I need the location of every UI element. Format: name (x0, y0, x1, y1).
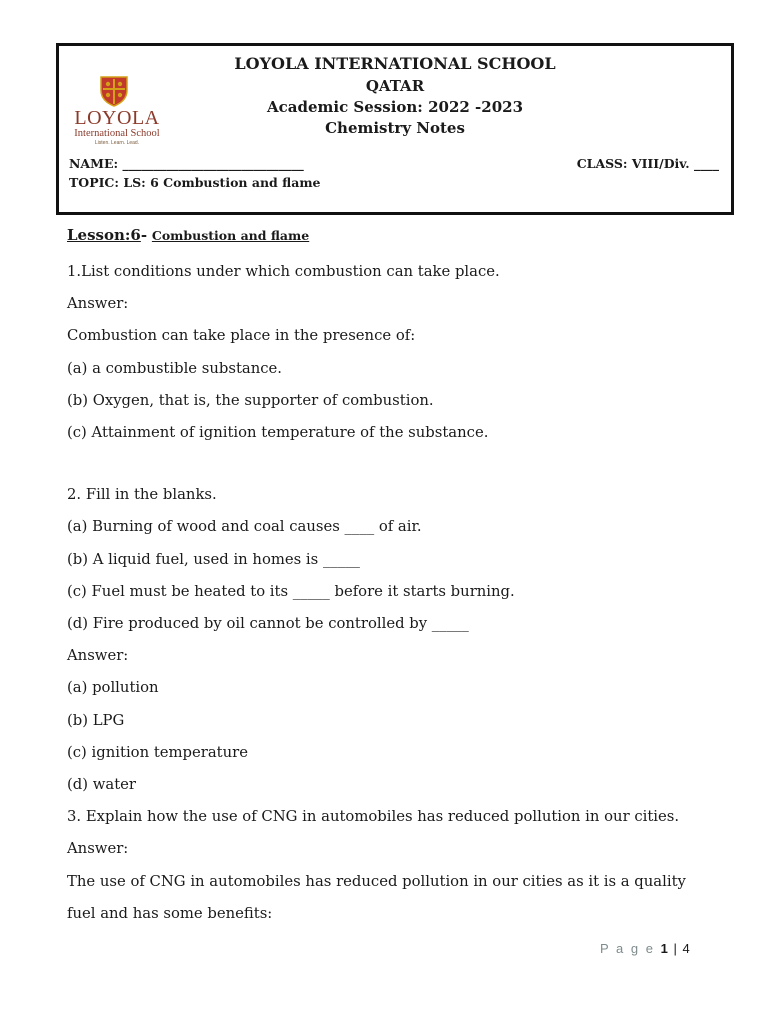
blank-answer: (b) LPG (67, 711, 125, 729)
page-separator: | (673, 941, 677, 956)
answer-1-line: (a) a combustible substance. (67, 359, 282, 377)
blank-item: (c) Fuel must be heated to its _____ before it starts burning. (67, 582, 515, 600)
answer-1-line: (b) Oxygen, that is, the supporter of combustion. (67, 391, 434, 409)
logo-name: LOYOLA (74, 107, 160, 129)
page-word: P a g e (600, 941, 655, 956)
blank-item: (a) Burning of wood and coal causes ____ of air. (67, 518, 422, 536)
logo-tagline: Listen. Learn. Lead. (94, 140, 140, 146)
answer-1-line: Combustion can take place in the presence of: (67, 327, 416, 345)
school-name: LOYOLA INTERNATIONAL SCHOOL (234, 54, 556, 73)
header-box (56, 43, 734, 215)
lesson-topic: Combustion and flame (151, 228, 310, 243)
answer-3-line: fuel and has some benefits: (67, 904, 273, 922)
school-country (59, 76, 731, 96)
question-3: 3. Explain how the use of CNG in automobiles has reduced pollution in our cities. (67, 808, 680, 826)
name-field: NAME: _____________________________ (69, 156, 304, 171)
notes-content (67, 224, 707, 930)
answer-1-line: (c) Attainment of ignition temperature of the substance. (67, 424, 489, 442)
answer-label-2: Answer: (67, 647, 129, 665)
blank-item: (d) Fire produced by oil cannot be controlled by _____ (67, 615, 469, 633)
academic-session: Academic Session: 2022 -2023 (266, 98, 524, 116)
topic-field: TOPIC: LS: 6 Combustion and flame (69, 175, 321, 190)
logo-subtitle: International School (74, 128, 160, 139)
blank-answer: (a) pollution (67, 679, 159, 697)
country-text: QATAR (365, 77, 425, 95)
section-gap (67, 449, 707, 479)
answer-label-3: Answer: (67, 840, 129, 858)
blank-answer: (c) ignition temperature (67, 743, 248, 761)
page-total: 4 (682, 941, 690, 956)
question-2: 2. Fill in the blanks. (67, 486, 217, 504)
page-footer (600, 940, 690, 958)
lesson-title (67, 224, 707, 247)
lesson-label: Lesson:6 (67, 226, 141, 244)
notes-title: Chemistry Notes (325, 119, 465, 137)
class-field: CLASS: VIII/Div. ____ (576, 156, 719, 171)
question-1: 1.List conditions under which combustion can take place. (67, 263, 500, 280)
page-number: 1 (660, 941, 668, 956)
answer-3-line: The use of CNG in automobiles has reduced pollution in our cities as it is a quality (67, 872, 686, 890)
blank-item: (b) A liquid fuel, used in homes is _____ (67, 550, 360, 568)
lesson-dash: - (140, 226, 148, 244)
answer-label-1: Answer: (67, 295, 129, 313)
blank-answer: (d) water (67, 776, 136, 794)
